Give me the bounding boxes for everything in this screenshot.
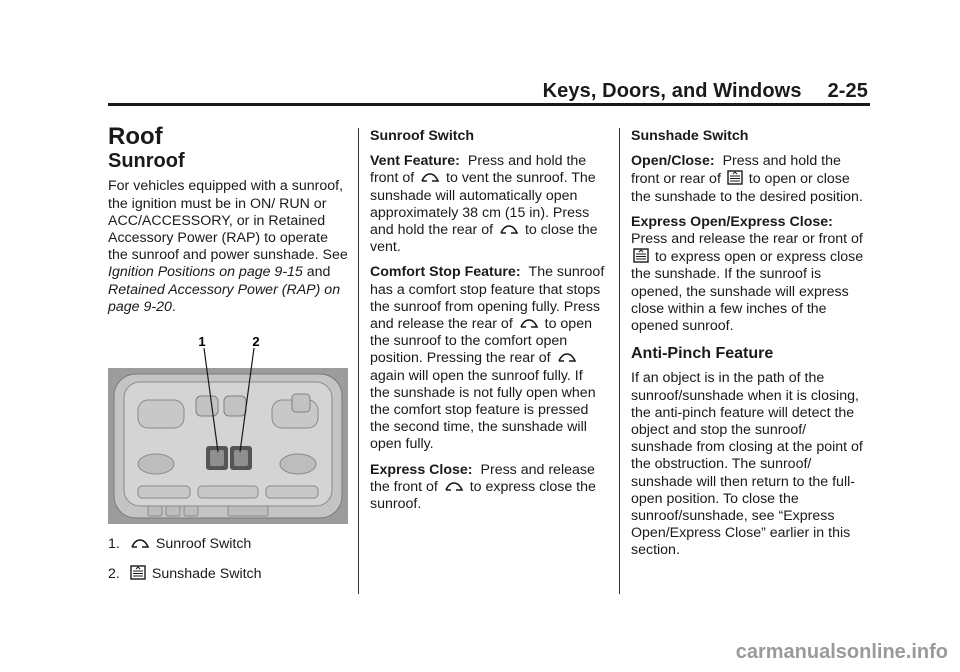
caption-1: 1. Sunroof Switch (108, 536, 252, 553)
callout-2: 2 (252, 334, 260, 350)
heading-sunshade-switch: Sunshade Switch (631, 128, 749, 144)
header-rule (108, 103, 870, 106)
comfort-paragraph: Comfort Stop Feature: The sunroof has a comfort stop feature that stops the sunroof from opening fully. Press and release the rear of to open the sunroof to the comfort open position. Pressing the rear of again will open the sunroof fully. If the sunshade is not fully open when the comfort stop feature is pressed the second time, the sunshade will open fully. (370, 264, 605, 453)
sunroof-icon (557, 352, 577, 364)
sunshade-icon (727, 170, 743, 185)
heading-roof: Roof (108, 123, 163, 150)
caption-2: 2. Sunshade Switch (108, 566, 262, 583)
link-ignition-positions[interactable]: Ignition Positions on page 9-15 (108, 264, 303, 281)
page-header (543, 80, 868, 103)
express-close-paragraph: Express Close: Press and release the front of to express close the sunroof. (370, 461, 596, 513)
sunshade-icon (633, 248, 649, 263)
sunroof-icon (499, 224, 519, 236)
heading-anti-pinch: Anti-Pinch Feature (631, 345, 774, 363)
column-1 (108, 122, 348, 595)
vent-paragraph: Vent Feature: Press and hold the front of to vent the sunroof. The sunshade will automatically open approximately 38 cm (15 in). Press and hold the rear of to close the vent. (370, 153, 598, 256)
sunshade-icon (130, 565, 146, 580)
figure-captions (108, 536, 348, 583)
express-open-close-paragraph: Express Open/Express Close: Press and release the rear or front of to express open or express close the sunshade. If the sunroof is opened, the sunshade will express close within a few inches of the opened sunroof. (631, 213, 864, 335)
column-3 (631, 128, 869, 568)
heading-sunroof: Sunroof (108, 150, 185, 173)
watermark: carmanualsonline.info (735, 641, 948, 663)
console-illustration (108, 334, 348, 524)
sunroof-icon (130, 538, 150, 550)
sunroof-icon (519, 318, 539, 330)
intro-paragraph: For vehicles equipped with a sunroof, the ignition must be in ON/ RUN or ACC/ACCESSORY, or in Retained Accessory Power (RAP) to operate the sunroof and power sunshade. See Ignition Positions on page 9-15 and Retained Accessory Power (RAP) on page 9-20. (108, 178, 348, 315)
column-divider-1 (358, 128, 359, 594)
column-2 (370, 128, 606, 521)
link-rap[interactable]: Retained Accessory Power (RAP) on page 9-20 (108, 281, 341, 315)
anti-pinch-paragraph: If an object is in the path of the sunroof/sunshade when it is closing, the anti-pinch feature will detect the object and stop the sunroof/ sunshade from closing at the point of the obstruction. The sunroof/ sunshade will then return to the full-open position. To close the sunroof/sunshade, see “Express Open/Express Close” earlier in this section. (631, 370, 863, 559)
column-divider-2 (619, 128, 620, 594)
sunroof-icon (420, 172, 440, 184)
section-title: Keys, Doors, and Windows (542, 80, 802, 102)
callout-1: 1 (198, 334, 206, 350)
page-number: 2-25 (827, 80, 868, 102)
overhead-console-figure (108, 334, 348, 524)
sunroof-icon (444, 481, 464, 493)
open-close-paragraph: Open/Close: Press and hold the front or rear of to open or close the sunshade to the desired position. (631, 153, 863, 205)
heading-sunroof-switch: Sunroof Switch (370, 128, 475, 144)
